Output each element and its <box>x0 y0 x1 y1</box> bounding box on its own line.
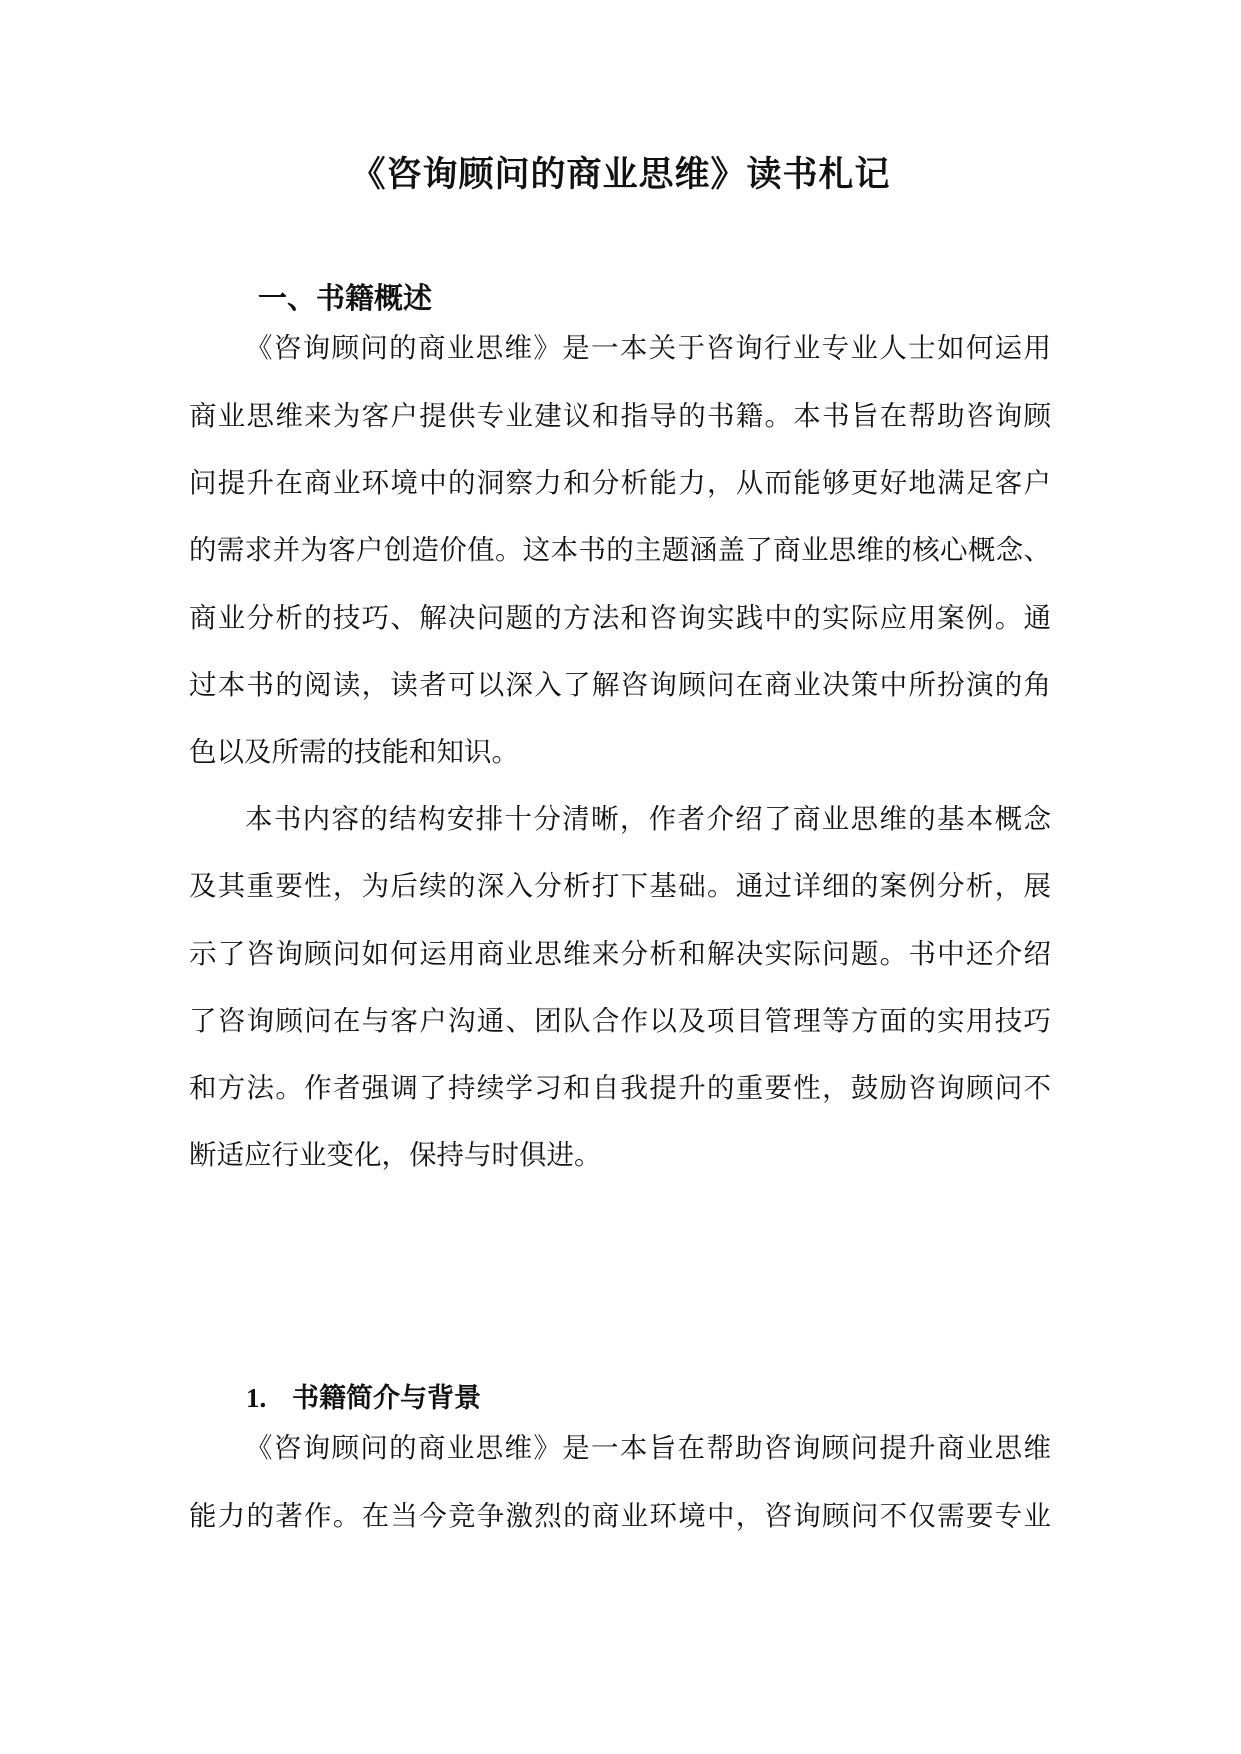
paragraph-line: 商业思维来为客户提供专业建议和指导的书籍。本书旨在帮助咨询顾 <box>189 400 1051 432</box>
paragraph-line: 和方法。作者强调了持续学习和自我提升的重要性，鼓励咨询顾问不 <box>189 1072 1051 1104</box>
subsection-number: 1. <box>246 1383 267 1413</box>
subsection-heading-intro-background <box>246 1378 481 1419</box>
paragraph-line: 示了咨询顾问如何运用商业思维来分析和解决实际问题。书中还介绍 <box>189 938 1051 970</box>
document-title: 《咨询顾问的商业思维》读书札记 <box>350 154 891 195</box>
paragraph-line: 本书内容的结构安排十分清晰，作者介绍了商业思维的基本概念 <box>245 803 1051 835</box>
paragraph-line: 《咨询顾问的商业思维》是一本旨在帮助咨询顾问提升商业思维 <box>245 1432 1051 1464</box>
paragraph-line: 商业分析的技巧、解决问题的方法和咨询实践中的实际应用案例。通 <box>189 602 1051 634</box>
section-heading-overview: 一、书籍概述 <box>258 281 433 315</box>
paragraph-line: 断适应行业变化，保持与时俱进。 <box>189 1139 602 1171</box>
paragraph-line: 问提升在商业环境中的洞察力和分析能力，从而能够更好地满足客户 <box>189 467 1051 499</box>
subsection-title: 书籍简介与背景 <box>292 1383 481 1414</box>
paragraph-line: 过本书的阅读，读者可以深入了解咨询顾问在商业决策中所扮演的角 <box>189 669 1051 701</box>
paragraph-line: 了咨询顾问在与客户沟通、团队合作以及项目管理等方面的实用技巧 <box>189 1005 1051 1037</box>
paragraph-line: 及其重要性，为后续的深入分析打下基础。通过详细的案例分析，展 <box>189 870 1051 902</box>
paragraph-line: 《咨询顾问的商业思维》是一本关于咨询行业专业人士如何运用 <box>245 332 1051 364</box>
paragraph-line: 的需求并为客户创造价值。这本书的主题涵盖了商业思维的核心概念、 <box>189 534 1051 566</box>
paragraph-line: 色以及所需的技能和知识。 <box>189 736 519 768</box>
paragraph-line: 能力的著作。在当今竞争激烈的商业环境中，咨询顾问不仅需要专业 <box>189 1500 1051 1532</box>
